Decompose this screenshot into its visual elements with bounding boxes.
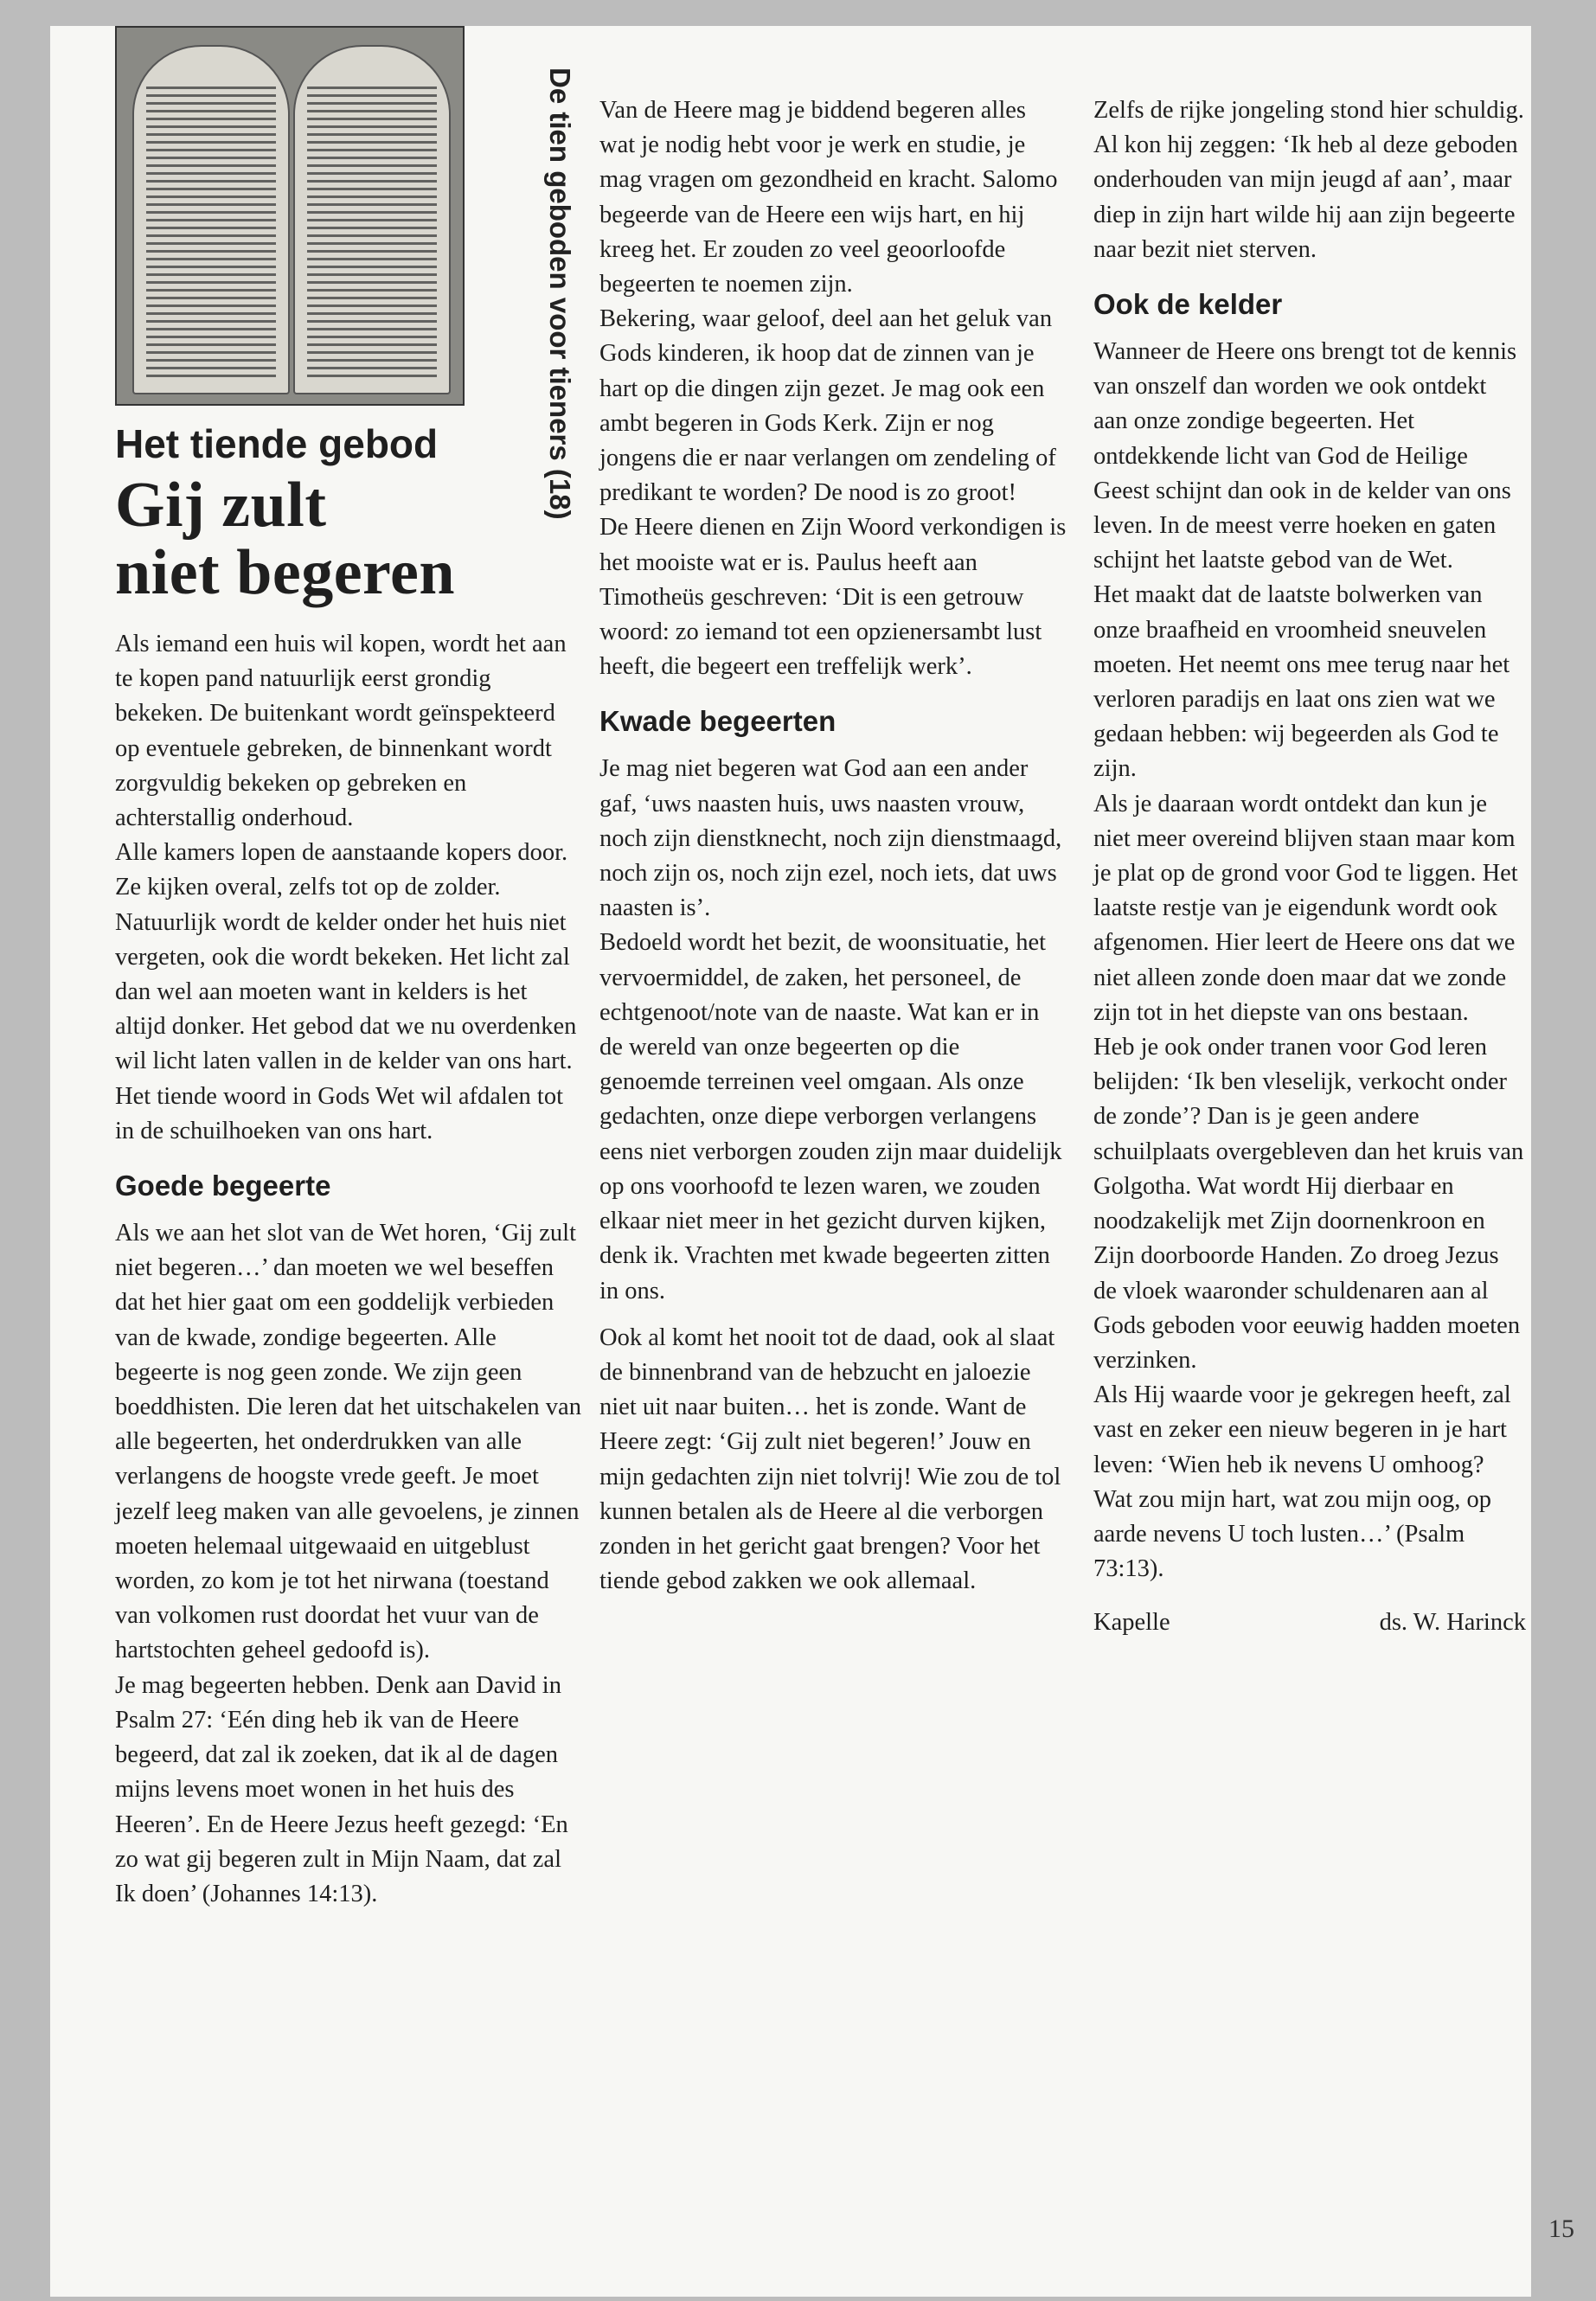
section-heading-kwade-begeerten: Kwade begeerten — [599, 705, 836, 738]
intro-paragraph: Als iemand een huis wil kopen, wordt het aan te kopen pand natuurlijk eerst grondig bekeken. De buitenkant wordt geïnspekteerd op eventuele gebreken, de binnenkant wordt zorgvuldig bekeken op gebreken en achterstallig onderhoud. — [115, 631, 567, 832]
body-paragraph: De Heere dienen en Zijn Woord verkondigen is het mooiste wat er is. Paulus heeft aan Timotheüs geschreven: ‘Dit is een getrouw woord: zo iemand tot een opzienersambt lust heeft, die begeert een treffelijk werk’. — [599, 514, 1067, 681]
series-title-text: De tien geboden voor tieners (18) — [544, 67, 576, 520]
body-paragraph: Zelfs de rijke jongeling stond hier schuldig. Al kon hij zeggen: ‘Ik heb al deze geboden onderhouden van mijn jeugd af aan’, maar diep in zijn hart wilde hij aan zijn begeerte naar bezit niet sterven. — [1093, 97, 1524, 263]
magazine-page — [50, 26, 1531, 2297]
right-tablet — [293, 45, 451, 394]
body-paragraph: Je mag niet begeren wat God aan een ander gaf, ‘uws naasten huis, uws naasten vrouw, noch zijn dienstknecht, noch zijn dienstmaagd, noch zijn os, noch zijn ezel, noch iets, dat uws naasten is’. — [599, 755, 1062, 922]
body-paragraph: Het maakt dat de laatste bolwerken van onze braafheid en vroomheid sneuvelen moeten. Het neemt ons mee terug naar het verloren paradijs en laat ons zien wat we gedaan hebben: wij begeerden als God te zijn. — [1093, 581, 1510, 783]
law-tablets-image — [115, 26, 465, 406]
signature-author: ds. W. Harinck — [1379, 1609, 1526, 1637]
signature-place: Kapelle — [1093, 1609, 1170, 1637]
title-line-2: niet begeren — [115, 537, 456, 608]
series-title — [483, 67, 578, 520]
article-kicker: Het tiende gebod — [115, 421, 439, 466]
intro-paragraph: Alle kamers lopen de aanstaande kopers door. Ze kijken overal, zelfs tot op de zolder. Natuurlijk wordt de kelder onder het huis niet vergeten, ook die wordt bekeken. Het licht zal dan wel aan moeten want in kelders is het altijd donker. Het gebod dat we nu overdenken wil licht laten vallen in de kelder van ons hart. Het tiende woord in Gods Wet wil afdalen tot in de schuilhoeken van ons hart. — [115, 839, 577, 1144]
section-heading-ook-de-kelder: Ook de kelder — [1093, 288, 1283, 321]
body-paragraph: Bedoeld wordt het bezit, de woonsituatie, het vervoermiddel, de zaken, het personeel, de echtgenoot/note van de naaste. Wat kan er in de wereld van onze begeerten op die genoemde terreinen veel omgaan. Als onze gedachten, onze diepe verborgen verlangens eens niet verborgen zouden zijn maar duidelijk op ons voorhoofd te lezen waren, we zouden elkaar niet meer in het gezicht durven kijken, denk ik. Vrachten met kwade begeerten zitten in ons. — [599, 929, 1062, 1304]
body-paragraph: Als we aan het slot van de Wet horen, ‘Gij zult niet begeren…’ dan moeten we wel beseffen dat het hier gaat om een goddelijk verbieden van de kwade, zondige begeerten. Alle begeerte is nog geen zonde. We zijn geen boeddhisten. Die leren dat het uitschakelen van alle begeerten, het onderdrukken van alle verlangens de hoogste vrede geeft. Je moet jezelf leeg maken van alle gevoelens, je zinnen moeten helemaal uitgewaaid en uitgeblust worden, zo kom je tot het nirwana (toestand van volkomen rust doordat het vuur van de hartstochten geheel gedoofd is). — [115, 1220, 581, 1664]
section-heading-goede-begeerte: Goede begeerte — [115, 1170, 331, 1202]
body-paragraph: Als je daaraan wordt ontdekt dan kun je niet meer overeind blijven staan maar kom je plat op de grond voor God te liggen. Het laatste restje van je eigendunk wordt ook afgenomen. Hier leert de Heere ons dat we niet alleen zonde doen maar dat we zonde zijn tot in het diepste van ons bestaan. — [1093, 790, 1518, 1026]
page-number: 15 — [1548, 2214, 1574, 2243]
body-paragraph: Als Hij waarde voor je gekregen heeft, zal vast en zeker een nieuw begeren in je hart leven: ‘Wien heb ik nevens U omhoog? Wat zou mijn hart, wat zou mijn oog, op aarde nevens U toch lusten…’ (Psalm 73:13). — [1093, 1381, 1511, 1583]
body-paragraph: Heb je ook onder tranen voor God leren belijden: ‘Ik ben vleselijk, verkocht onder de zonde’? Dan is je geen andere schuilplaats overgebleven dan het kruis van Golgotha. Wat wordt Hij dierbaar en noodzakelijk met Zijn doornenkroon en Zijn doorboorde Handen. Zo droeg Jezus de vloek waaronder schuldenaren aan al Gods geboden voor eeuwig hadden moeten verzinken. — [1093, 1034, 1524, 1374]
signature — [1093, 1606, 1526, 1640]
body-paragraph: Je mag begeerten hebben. Denk aan David in Psalm 27: ‘Eén ding heb ik van de Heere begeerd, dat zal ik zoeken, dat ik al de dagen mijns levens moet wonen in het huis des Heeren’. En de Heere Jezus heeft gezegd: ‘En zo wat gij begeren zult in Mijn Naam, dat zal Ik doen’ (Johannes 14:13). — [115, 1671, 568, 1907]
article-title — [115, 471, 582, 606]
column-2 — [599, 93, 1067, 1599]
body-paragraph: Van de Heere mag je biddend begeren alles wat je nodig hebt voor je werk en studie, je mag vragen om gezondheid en kracht. Salomo begeerde van de Heere een wijs hart, en hij kreeg het. Er zouden zo veel geoorloofde begeerten te noemen zijn. — [599, 97, 1058, 298]
body-paragraph: Bekering, waar geloof, deel aan het geluk van Gods kinderen, ik hoop dat de zinnen van je hart op die dingen zijn gezet. Je mag ook een ambt begeren in Gods Kerk. Zijn er nog jongens die er naar verlangen om zendeling of predikant te worden? De nood is zo groot! — [599, 305, 1056, 507]
body-paragraph: Wanneer de Heere ons brengt tot de kennis van onszelf dan worden we ook ontdekt aan onze zondige begeerten. Het ontdekkende licht van God de Heilige Geest schijnt dan ook in de kelder van ons leven. In de meest verre hoeken en gaten schijnt het laatste gebod van de Wet. — [1093, 338, 1517, 574]
column-3 — [1093, 93, 1526, 1641]
body-paragraph: Ook al komt het nooit tot de daad, ook al slaat de binnenbrand van de hebzucht en jaloezie niet uit naar buiten… het is zonde. Want de Heere zegt: ‘Gij zult niet begeren!’ Jouw en mijn gedachten zijn niet tolvrij! Wie zou de tol kunnen betalen als de Heere al die verborgen zonden in het gericht gaat brengen? Voor het tiende gebod zakken we ook allemaal. — [599, 1324, 1061, 1595]
title-line-1: Gij zult — [115, 470, 327, 541]
left-tablet — [132, 45, 290, 394]
column-1 — [115, 627, 582, 1912]
